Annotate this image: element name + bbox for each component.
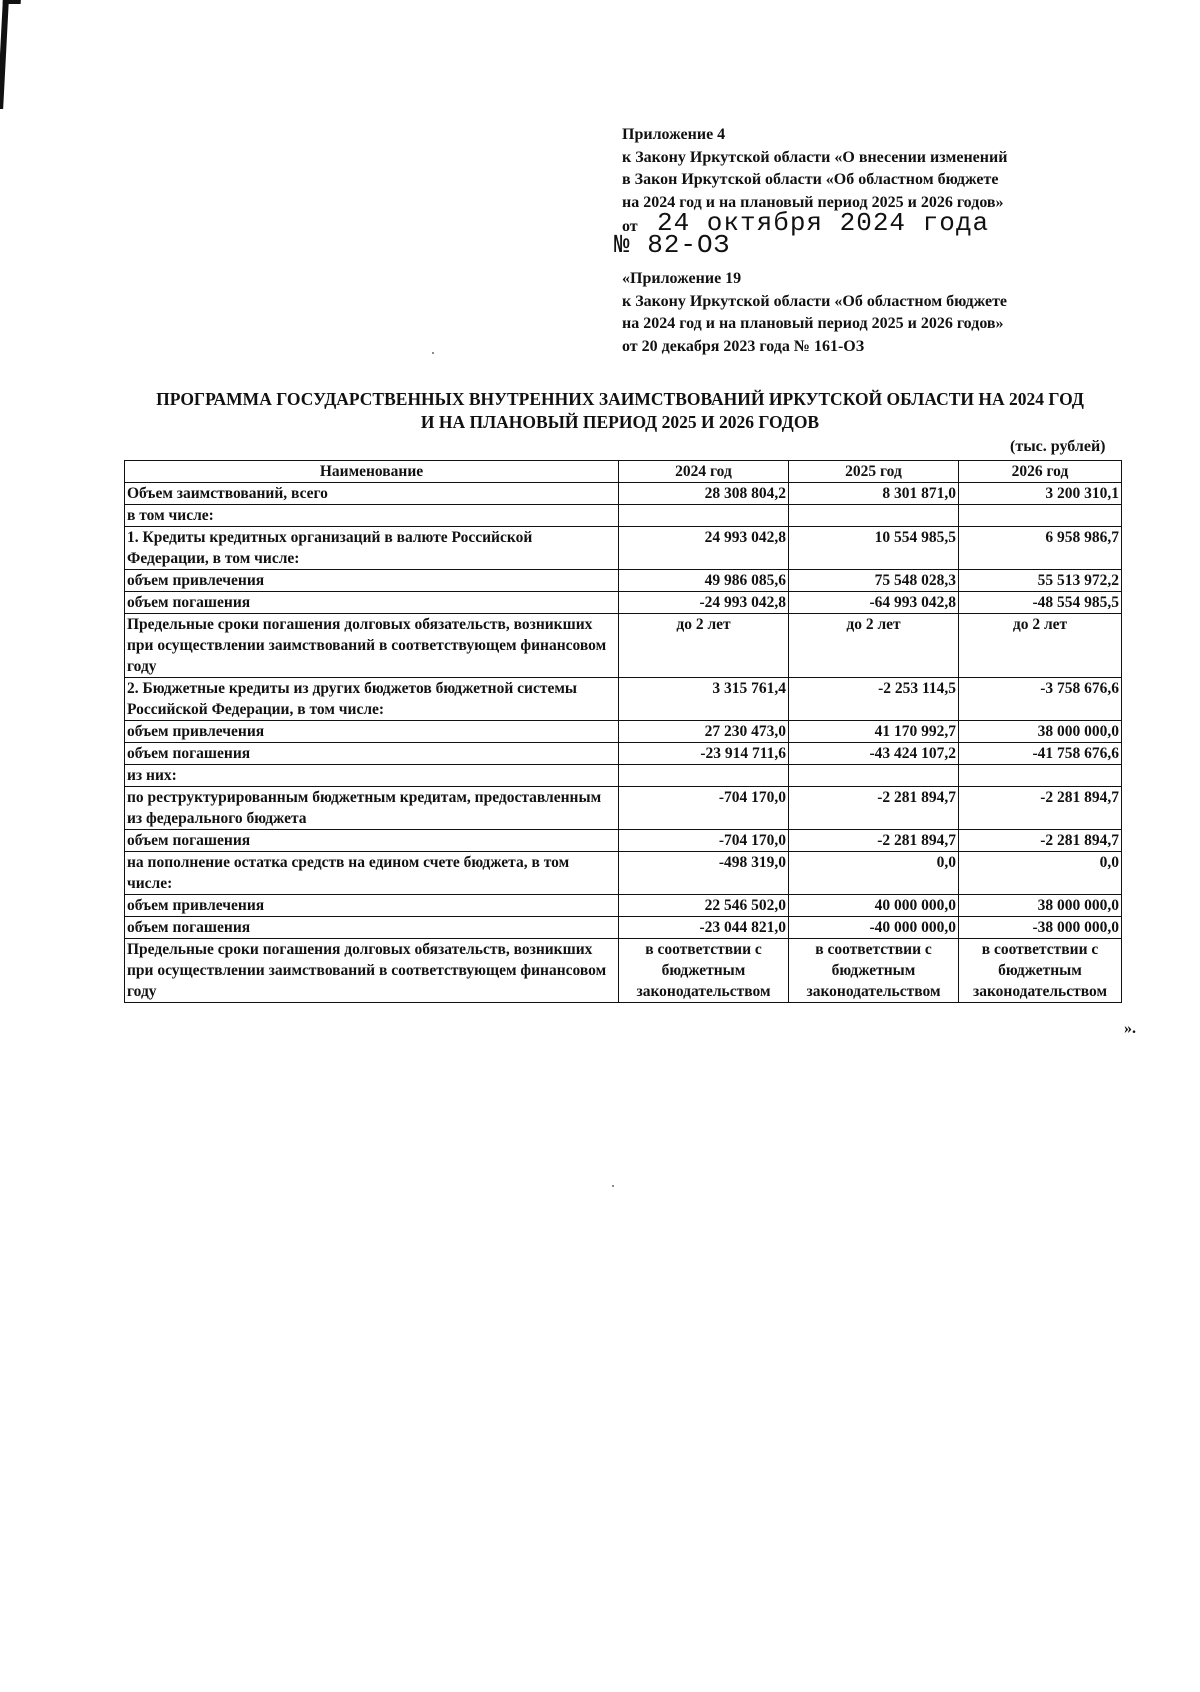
table-row	[125, 721, 1122, 743]
table-row	[125, 678, 1122, 721]
value-2024: -23 044 821,0	[619, 917, 789, 939]
value-2024: -704 170,0	[619, 830, 789, 852]
previous-appendix-label: «Приложение 19	[622, 270, 742, 287]
row-name: объем погашения	[125, 743, 619, 765]
units-label: (тыс. рублей)	[1010, 438, 1106, 455]
document-title-line: И НА ПЛАНОВЫЙ ПЕРИОД 2025 И 2026 ГОДОВ	[420, 412, 820, 432]
scan-speck	[612, 1185, 614, 1187]
row-name: 2. Бюджетные кредиты из других бюджетов бюджетной системы Российской Федерации, в том числе:	[125, 678, 619, 721]
row-name: объем погашения	[125, 830, 619, 852]
value-2025: 40 000 000,0	[789, 895, 959, 917]
appendix-label: Приложение 4	[622, 126, 726, 143]
table-row	[125, 830, 1122, 852]
value-2025: -2 281 894,7	[789, 787, 959, 830]
value-2024: 49 986 085,6	[619, 570, 789, 592]
value-2025	[789, 505, 959, 527]
value-2025: -2 253 114,5	[789, 678, 959, 721]
value-2025: -2 281 894,7	[789, 830, 959, 852]
from-label: от	[622, 218, 638, 235]
law-reference-line: в Закон Иркутской области «Об областном бюджете	[622, 171, 999, 188]
row-name: объем погашения	[125, 917, 619, 939]
value-2026: в соответствии с бюджетным законодательством	[959, 939, 1122, 1003]
value-2025	[789, 765, 959, 787]
row-name: объем привлечения	[125, 895, 619, 917]
law-reference-line: на 2024 год и на плановый период 2025 и 2026 годов»	[622, 193, 1004, 211]
value-2025: 75 548 028,3	[789, 570, 959, 592]
value-2026: -3 758 676,6	[959, 678, 1122, 721]
table-row	[125, 505, 1122, 527]
table-row	[125, 852, 1122, 895]
row-name: Предельные сроки погашения долговых обязательств, возникших при осуществлении заимствований в соответствующем финансовом году	[125, 614, 619, 678]
value-2026: 3 200 310,1	[959, 483, 1122, 505]
value-2026: 0,0	[959, 852, 1122, 895]
row-name: на пополнение остатка средств на едином счете бюджета, в том числе:	[125, 852, 619, 895]
value-2025: -64 993 042,8	[789, 592, 959, 614]
row-name: объем привлечения	[125, 721, 619, 743]
value-2024: 24 993 042,8	[619, 527, 789, 570]
table-header-row	[125, 461, 1122, 483]
table-row	[125, 614, 1122, 678]
value-2025: в соответствии с бюджетным законодательством	[789, 939, 959, 1003]
column-header-name: Наименование	[125, 461, 619, 483]
scan-speck	[432, 352, 434, 354]
value-2024: 22 546 502,0	[619, 895, 789, 917]
value-2024	[619, 765, 789, 787]
value-2024: 3 315 761,4	[619, 678, 789, 721]
table-row	[125, 917, 1122, 939]
value-2026: -48 554 985,5	[959, 592, 1122, 614]
previous-law-line: от 20 декабря 2023 года № 161-ОЗ	[622, 337, 865, 355]
table-row	[125, 939, 1122, 1003]
borrowings-table	[124, 460, 1122, 1003]
document-title-line: ПРОГРАММА ГОСУДАРСТВЕННЫХ ВНУТРЕННИХ ЗАИМСТВОВАНИЙ ИРКУТСКОЙ ОБЛАСТИ НА 2024 ГОД	[156, 389, 1084, 409]
value-2024: в соответствии с бюджетным законодательством	[619, 939, 789, 1003]
document-title	[120, 388, 1120, 434]
table-row	[125, 592, 1122, 614]
value-2024: -23 914 711,6	[619, 743, 789, 765]
value-2025: 41 170 992,7	[789, 721, 959, 743]
value-2026: -2 281 894,7	[959, 830, 1122, 852]
previous-law-line: на 2024 год и на плановый период 2025 и 2026 годов»	[622, 315, 1004, 332]
value-2024: до 2 лет	[619, 614, 789, 678]
value-2026: 38 000 000,0	[959, 721, 1122, 743]
row-name: в том числе:	[125, 505, 619, 527]
value-2026: -41 758 676,6	[959, 743, 1122, 765]
appendix-header	[614, 124, 1102, 358]
value-2025: 10 554 985,5	[789, 527, 959, 570]
column-header-2026: 2026 год	[959, 461, 1122, 483]
value-2026: -38 000 000,0	[959, 917, 1122, 939]
value-2025: до 2 лет	[789, 614, 959, 678]
value-2024	[619, 505, 789, 527]
value-2026: -2 281 894,7	[959, 787, 1122, 830]
value-2025: -43 424 107,2	[789, 743, 959, 765]
value-2024: 27 230 473,0	[619, 721, 789, 743]
row-name: по реструктурированным бюджетным кредитам, предоставленным из федерального бюджета	[125, 787, 619, 830]
table-row	[125, 527, 1122, 570]
closing-quote: ».	[1124, 1020, 1136, 1037]
row-name: объем погашения	[125, 592, 619, 614]
table-row	[125, 787, 1122, 830]
table-row	[125, 483, 1122, 505]
row-name: из них:	[125, 765, 619, 787]
row-name: объем привлечения	[125, 570, 619, 592]
typed-law-number: № 82-ОЗ	[614, 230, 731, 260]
table-row	[125, 743, 1122, 765]
table-row	[125, 765, 1122, 787]
value-2024: 28 308 804,2	[619, 483, 789, 505]
table-row	[125, 570, 1122, 592]
column-header-2025: 2025 год	[789, 461, 959, 483]
row-name: Объем заимствований, всего	[125, 483, 619, 505]
value-2026	[959, 505, 1122, 527]
scan-corner-mark	[0, 0, 21, 109]
row-name: 1. Кредиты кредитных организаций в валюте Российской Федерации, в том числе:	[125, 527, 619, 570]
value-2024: -704 170,0	[619, 787, 789, 830]
value-2025: 8 301 871,0	[789, 483, 959, 505]
law-reference-line: к Закону Иркутской области «О внесении изменений	[622, 148, 1008, 166]
previous-law-line: к Закону Иркутской области «Об областном бюджете	[622, 292, 1008, 310]
table-row	[125, 895, 1122, 917]
law-date-number	[614, 208, 1102, 264]
column-header-2024: 2024 год	[619, 461, 789, 483]
value-2026: 6 958 986,7	[959, 527, 1122, 570]
row-name: Предельные сроки погашения долговых обязательств, возникших при осуществлении заимствований в соответствующем финансовом году	[125, 939, 619, 1003]
value-2025: 0,0	[789, 852, 959, 895]
value-2024: -24 993 042,8	[619, 592, 789, 614]
value-2026: до 2 лет	[959, 614, 1122, 678]
value-2026: 55 513 972,2	[959, 570, 1122, 592]
typed-date: 24 октября 2024 года	[657, 208, 990, 238]
value-2025: -40 000 000,0	[789, 917, 959, 939]
value-2026	[959, 765, 1122, 787]
value-2026: 38 000 000,0	[959, 895, 1122, 917]
value-2024: -498 319,0	[619, 852, 789, 895]
